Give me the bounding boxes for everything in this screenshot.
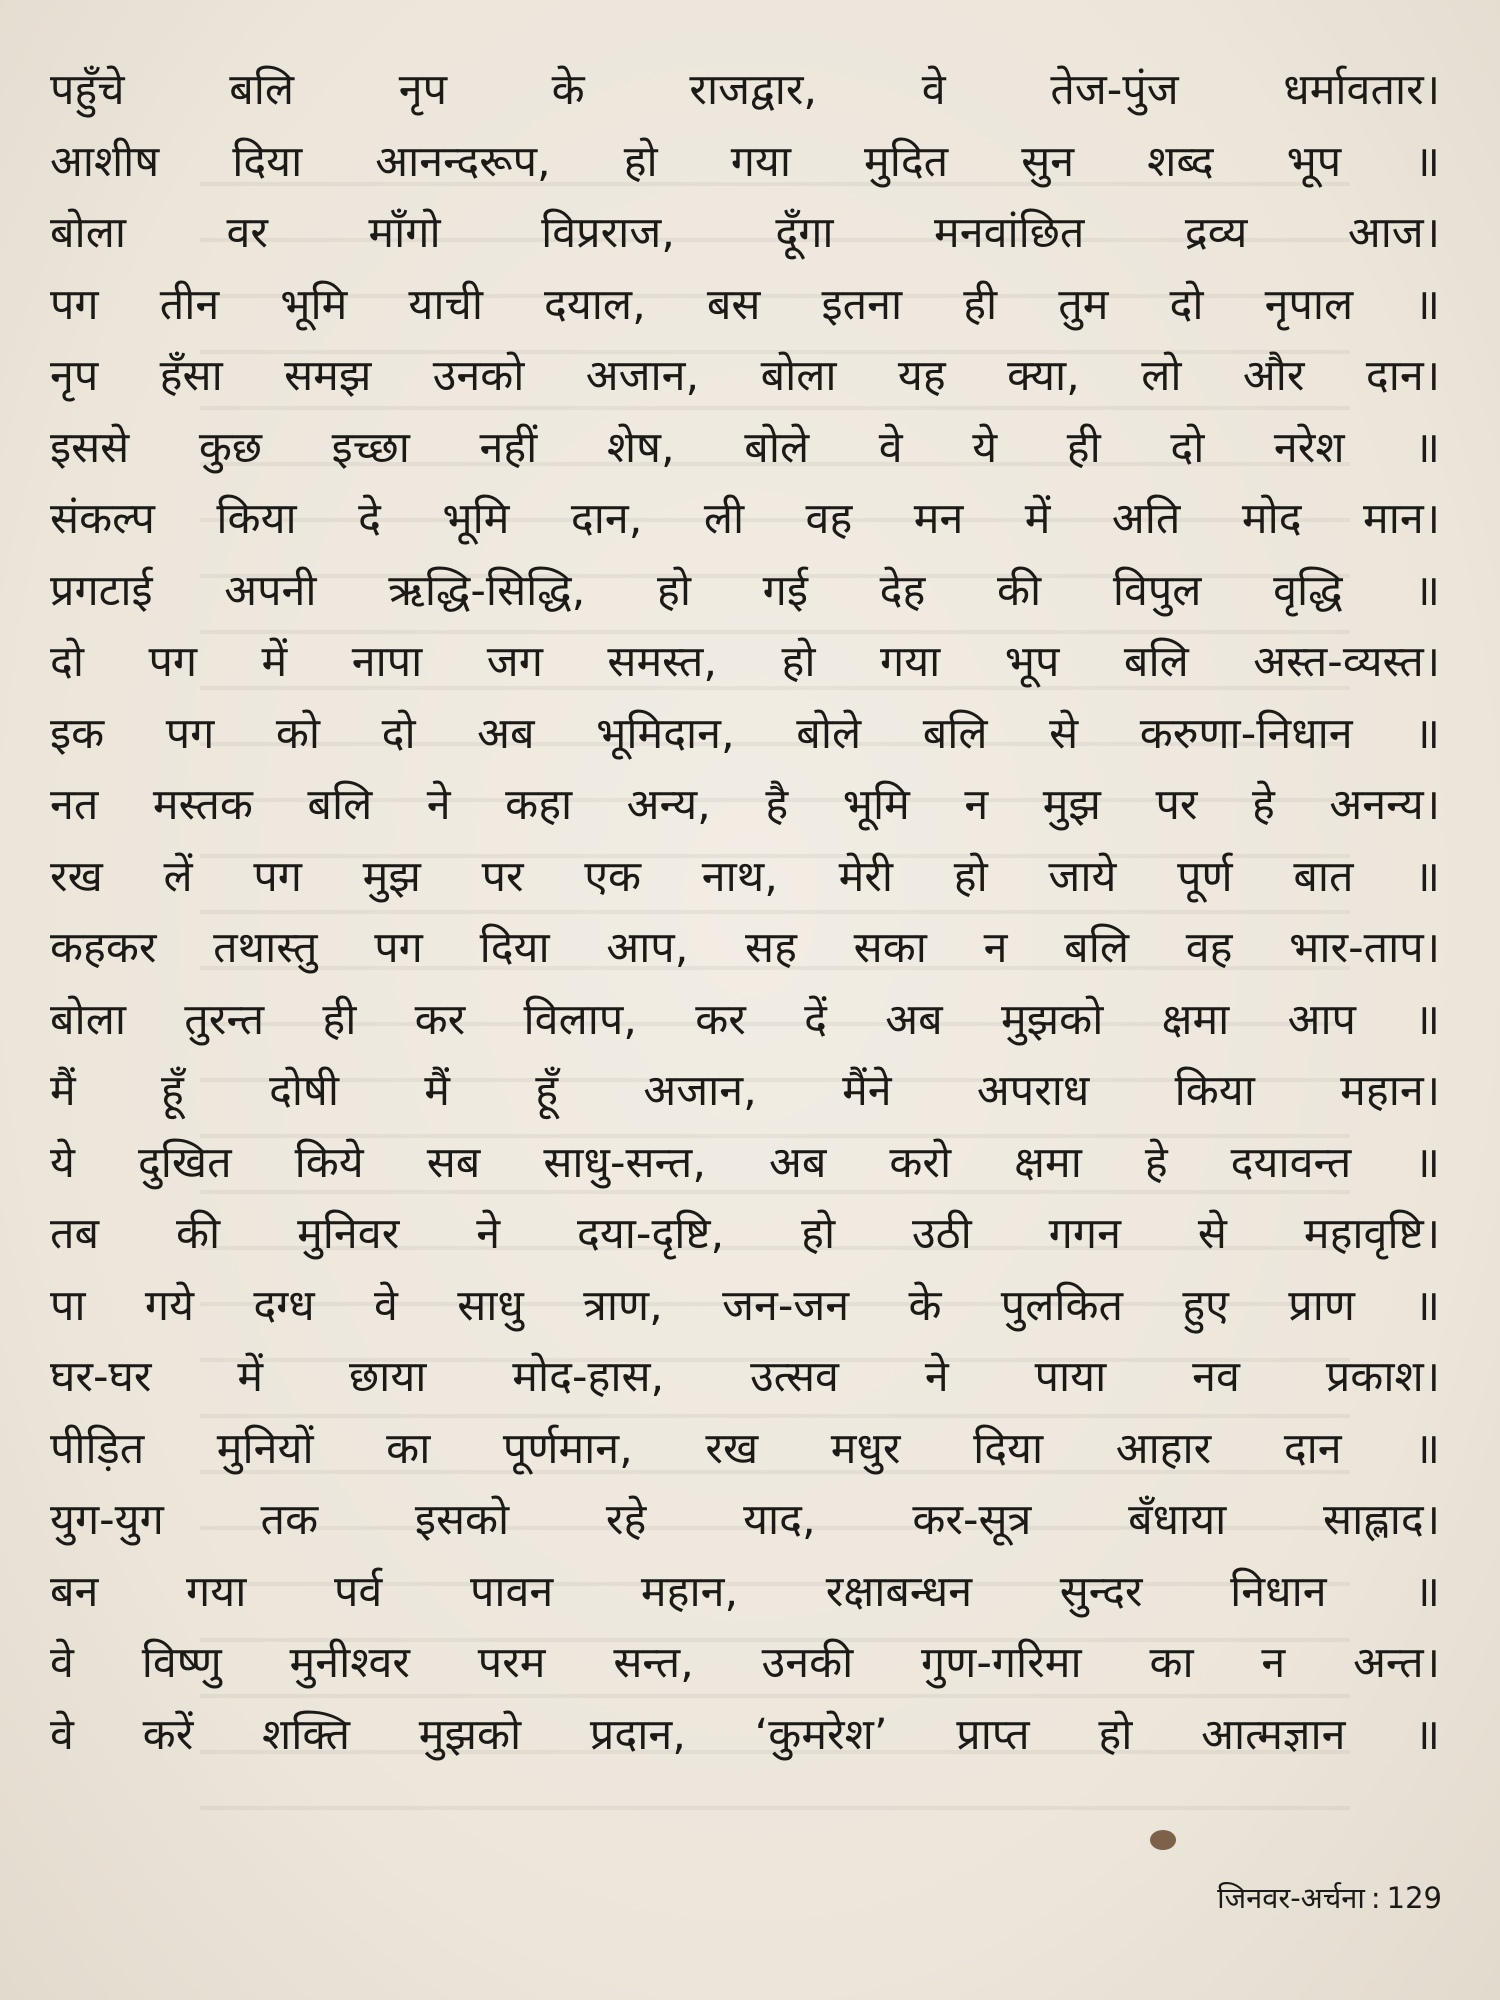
verse-line (50, 1128, 1440, 1200)
verse-block (50, 55, 1440, 1771)
verse-line-text: संकल्प किया दे भूमि दान, ली वह मन में अति मोद मान। (50, 494, 1440, 544)
verse-line (50, 1342, 1440, 1414)
verse-line (50, 127, 1440, 199)
verse-line (50, 413, 1440, 485)
verse-line-text: वे विष्णु मुनीश्वर परम सन्त, उनकी गुण-गरिमा का न अन्त। (50, 1638, 1440, 1688)
verse-line (50, 1414, 1440, 1486)
verse-line-text: तब की मुनिवर ने दया-दृष्टि, हो उठी गगन से महावृष्टि। (50, 1209, 1440, 1259)
verse-line (50, 770, 1440, 842)
verse-line (50, 1199, 1440, 1271)
verse-line (50, 1056, 1440, 1128)
verse-line-text: नत मस्तक बलि ने कहा अन्य, है भूमि न मुझ पर हे अनन्य। (50, 780, 1440, 830)
verse-line-text: इससे कुछ इच्छा नहीं शेष, बोले वे ये ही दो नरेश ॥ (50, 422, 1440, 473)
verse-line-text: पीड़ित मुनियों का पूर्णमान, रख मधुर दिया आहार दान ॥ (50, 1423, 1440, 1474)
verse-line (50, 484, 1440, 556)
footer-separator: : (1370, 1881, 1381, 1915)
page-number: 129 (1386, 1881, 1442, 1915)
verse-line-text: इक पग को दो अब भूमिदान, बोले बलि से करुणा-निधान ॥ (50, 708, 1440, 759)
verse-line (50, 699, 1440, 771)
verse-line-text: आशीष दिया आनन्दरूप, हो गया मुदित सुन शब्द भूप ॥ (50, 136, 1440, 187)
verse-line-text: पग तीन भूमि याची दयाल, बस इतना ही तुम दो नृपाल ॥ (50, 279, 1440, 330)
verse-line-text: पा गये दग्ध वे साधु त्राण, जन-जन के पुलकित हुए प्राण ॥ (50, 1280, 1440, 1331)
verse-line (50, 270, 1440, 342)
verse-line (50, 556, 1440, 628)
verse-line (50, 341, 1440, 413)
verse-line (50, 842, 1440, 914)
verse-line-text: नृप हँसा समझ उनको अजान, बोला यह क्या, लो और दान। (50, 351, 1440, 401)
verse-line-text: प्रगटाई अपनी ऋद्धि-सिद्धि, हो गई देह की विपुल वृद्धि ॥ (50, 565, 1440, 616)
verse-line-text: पहुँचे बलि नृप के राजद्वार, वे तेज-पुंज धर्मावतार। (50, 65, 1440, 115)
verse-line (50, 913, 1440, 985)
book-title: जिनवर-अर्चना (1217, 1881, 1365, 1915)
verse-line-text: बोला वर माँगो विप्रराज, दूँगा मनवांछित द्रव्य आज। (50, 208, 1440, 258)
verse-line-text: मैं हूँ दोषी मैं हूँ अजान, मैंने अपराध किया महान। (50, 1066, 1440, 1116)
verse-line-text: दो पग में नापा जग समस्त, हो गया भूप बलि अस्त-व्यस्त। (50, 637, 1440, 687)
verse-line-text: युग-युग तक इसको रहे याद, कर-सूत्र बँधाया साह्लाद। (50, 1495, 1440, 1545)
verse-line (50, 1628, 1440, 1700)
verse-line-text: ये दुखित किये सब साधु-सन्त, अब करो क्षमा हे दयावन्त ॥ (50, 1137, 1440, 1188)
verse-line (50, 627, 1440, 699)
verse-line-text: कहकर तथास्तु पग दिया आप, सह सका न बलि वह भार-ताप। (50, 923, 1440, 973)
page-footer (1217, 1878, 1442, 1917)
verse-line (50, 198, 1440, 270)
verse-line-text: वे करें शक्ति मुझको प्रदान, ‘कुमरेश’ प्राप्त हो आत्मज्ञान ॥ (50, 1709, 1440, 1760)
verse-line (50, 55, 1440, 127)
verse-line (50, 985, 1440, 1057)
verse-line (50, 1271, 1440, 1343)
verse-line (50, 1557, 1440, 1629)
verse-line-text: घर-घर में छाया मोद-हास, उत्सव ने पाया नव प्रकाश। (50, 1352, 1440, 1402)
verse-line-text: बन गया पर्व पावन महान, रक्षाबन्धन सुन्दर निधान ॥ (50, 1566, 1440, 1617)
verse-line-text: रख लें पग मुझ पर एक नाथ, मेरी हो जाये पूर्ण बात ॥ (50, 851, 1440, 902)
verse-line (50, 1700, 1440, 1772)
verse-line (50, 1485, 1440, 1557)
verse-line-text: बोला तुरन्त ही कर विलाप, कर दें अब मुझको क्षमा आप ॥ (50, 994, 1440, 1045)
ink-smudge (1150, 1830, 1176, 1850)
